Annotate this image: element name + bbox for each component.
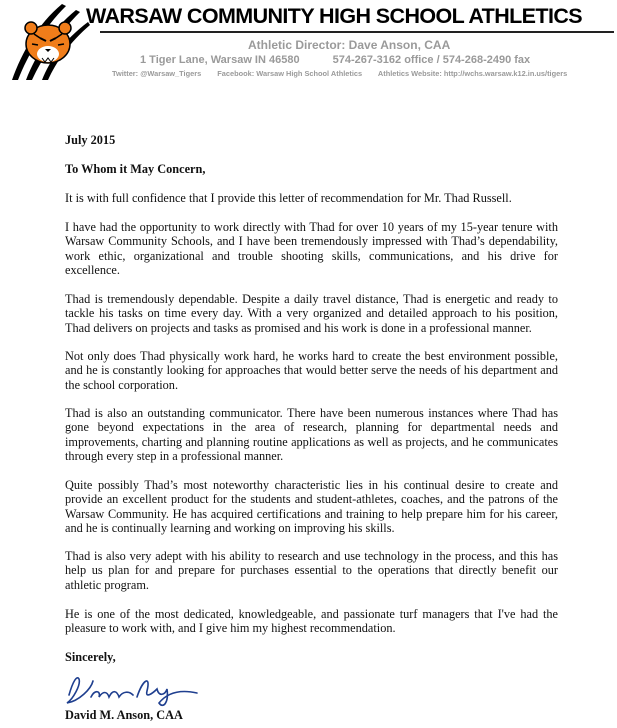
closing: Sincerely, (65, 650, 116, 664)
tiger-claw-logo-icon (4, 2, 90, 82)
paragraph: Thad is also very adept with his ability to research and use technology in the process, and this has help us plan for and prepare for purchases essential to the operations that directly benefit our athletic program. (65, 549, 558, 592)
organization-name: WARSAW COMMUNITY HIGH SCHOOL ATHLETICS (86, 4, 582, 28)
social-line (112, 69, 612, 78)
phone-fax: 574-267-3162 office / 574-268-2490 fax (332, 54, 531, 66)
paragraph: Quite possibly Thad’s most noteworthy characteristic lies in his continual desire to create and provide an excellent product for the students and student-athletes, coaches, and the patrons of the Warsaw Community. He has acquired certifications and training to help prepare him for his career, and he is continually learning and working on improving his skills. (65, 478, 558, 535)
paragraph: Thad is tremendously dependable. Despite a daily travel distance, Thad is energetic and ready to tackle his tasks on time every day. With a very organized and detailed approach to his position, Thad delivers on projects and tasks as promised and his work is done in a professional manner. (65, 292, 558, 335)
salutation: To Whom it May Concern, (65, 162, 206, 176)
twitter-handle: Twitter: @Warsaw_Tigers (112, 69, 202, 78)
paragraph: I have had the opportunity to work directly with Thad for over 10 years of my 15-year tenure with Warsaw Community Schools, and I have been tremendously impressed with Thad’s dependability, work ethic, organizational and trouble shooting skills, communications, and his drive for excellence. (65, 220, 558, 277)
letter-date: July 2015 (65, 133, 116, 147)
header-divider (100, 31, 614, 33)
handwritten-signature-icon (63, 669, 203, 709)
paragraph: He is one of the most dedicated, knowledgeable, and passionate turf managers that I've had the pleasure to work with, and I give him my highest recommendation. (65, 607, 558, 636)
paragraph: Thad is also an outstanding communicator. There have been numerous instances where Thad has gone beyond expectations in the area of research, planning for departmental needs and improvements, charting and planning routine applications as well as projects, and he communicates through every step in a professional manner. (65, 406, 558, 463)
athletics-website: Athletics Website: http://wchs.warsaw.k12.in.us/tigers (377, 69, 568, 78)
paragraph: Not only does Thad physically work hard, he works hard to create the best environment possible, and he is constantly looking for approaches that would better serve the needs of his department and the school corporation. (65, 349, 558, 392)
contact-line (140, 54, 610, 66)
athletic-director: Athletic Director: Dave Anson, CAA (248, 38, 451, 52)
paragraph: It is with full confidence that I provide this letter of recommendation for Mr. Thad Russell. (65, 191, 512, 205)
facebook-page: Facebook: Warsaw High School Athletics (217, 69, 363, 78)
address: 1 Tiger Lane, Warsaw IN 46580 (140, 54, 300, 66)
letterhead (0, 0, 617, 90)
signer-name: David M. Anson, CAA (65, 708, 183, 722)
